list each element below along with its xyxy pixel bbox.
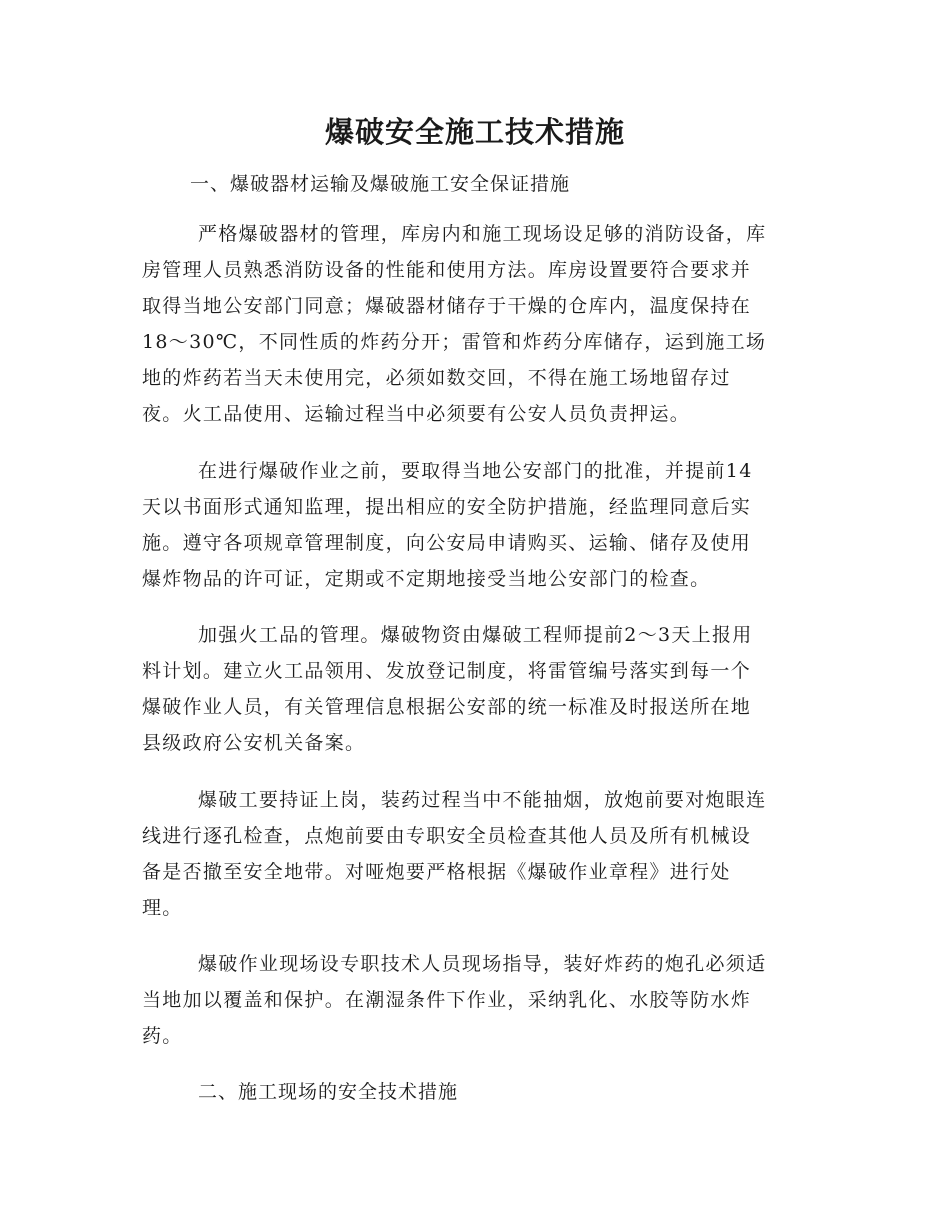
paragraph-line: 加强火工品的管理。爆破物资由爆破工程师提前2～3天上报用 (198, 624, 753, 646)
paragraph-line: 理。 (142, 897, 183, 919)
paragraph-line: 房管理人员熟悉消防设备的性能和使用方法。库房设置要符合要求并 (142, 259, 752, 281)
paragraph-line: 地的炸药若当天未使用完，必须如数交回，不得在施工场地留存过 (142, 367, 731, 389)
paragraph-line: 当地加以覆盖和保护。在潮湿条件下作业，采纳乳化、水胶等防水炸 (142, 989, 752, 1011)
paragraph-line: 爆破工要持证上岗，装药过程当中不能抽烟，放炮前要对炮眼连 (198, 789, 767, 811)
paragraph-1 (142, 216, 812, 432)
paragraph-line: 爆破作业人员，有关管理信息根据公安部的统一标准及时报送所在地 (142, 696, 752, 718)
paragraph-line: 药。 (142, 1025, 183, 1047)
paragraph-5 (142, 946, 812, 1054)
paragraph-line: 线进行逐孔检查，点炮前要由专职安全员检查其他人员及所有机械设 (142, 825, 752, 847)
paragraph-line: 爆炸物品的许可证，定期或不定期地接受当地公安部门的检查。 (142, 568, 711, 590)
document-title: 爆破安全施工技术措施 (324, 115, 625, 149)
paragraph-line: 取得当地公安部门同意；爆破器材储存于干燥的仓库内，温度保持在 (142, 295, 752, 317)
paragraph-line: 爆破作业现场设专职技术人员现场指导，装好炸药的炮孔必须适 (198, 953, 767, 975)
paragraph-4 (142, 782, 812, 926)
paragraph-line: 备是否撤至安全地带。对哑炮要严格根据《爆破作业章程》进行处 (142, 861, 731, 883)
paragraph-line: 严格爆破器材的管理，库房内和施工现场设足够的消防设备，库 (198, 223, 767, 245)
paragraph-line: 在进行爆破作业之前，要取得当地公安部门的批准，并提前14 (198, 460, 753, 482)
paragraph-line: 夜。火工品使用、运输过程当中必须要有公安人员负责押运。 (142, 403, 691, 425)
paragraph-line: 18～30℃，不同性质的炸药分开；雷管和炸药分库储存，运到施工场 (142, 331, 767, 353)
paragraph-2 (142, 453, 812, 597)
section-heading-2: 二、施工现场的安全技术措施 (198, 1081, 459, 1103)
paragraph-line: 县级政府公安机关备案。 (142, 732, 366, 754)
paragraph-line: 施。遵守各项规章管理制度，向公安局申请购买、运输、储存及使用 (142, 532, 752, 554)
paragraph-line: 料计划。建立火工品领用、发放登记制度，将雷管编号落实到每一个 (142, 660, 752, 682)
section-heading-1: 一、爆破器材运输及爆破施工安全保证措施 (190, 173, 571, 195)
paragraph-3 (142, 617, 812, 761)
paragraph-line: 天以书面形式通知监理，提出相应的安全防护措施，经监理同意后实 (142, 496, 752, 518)
